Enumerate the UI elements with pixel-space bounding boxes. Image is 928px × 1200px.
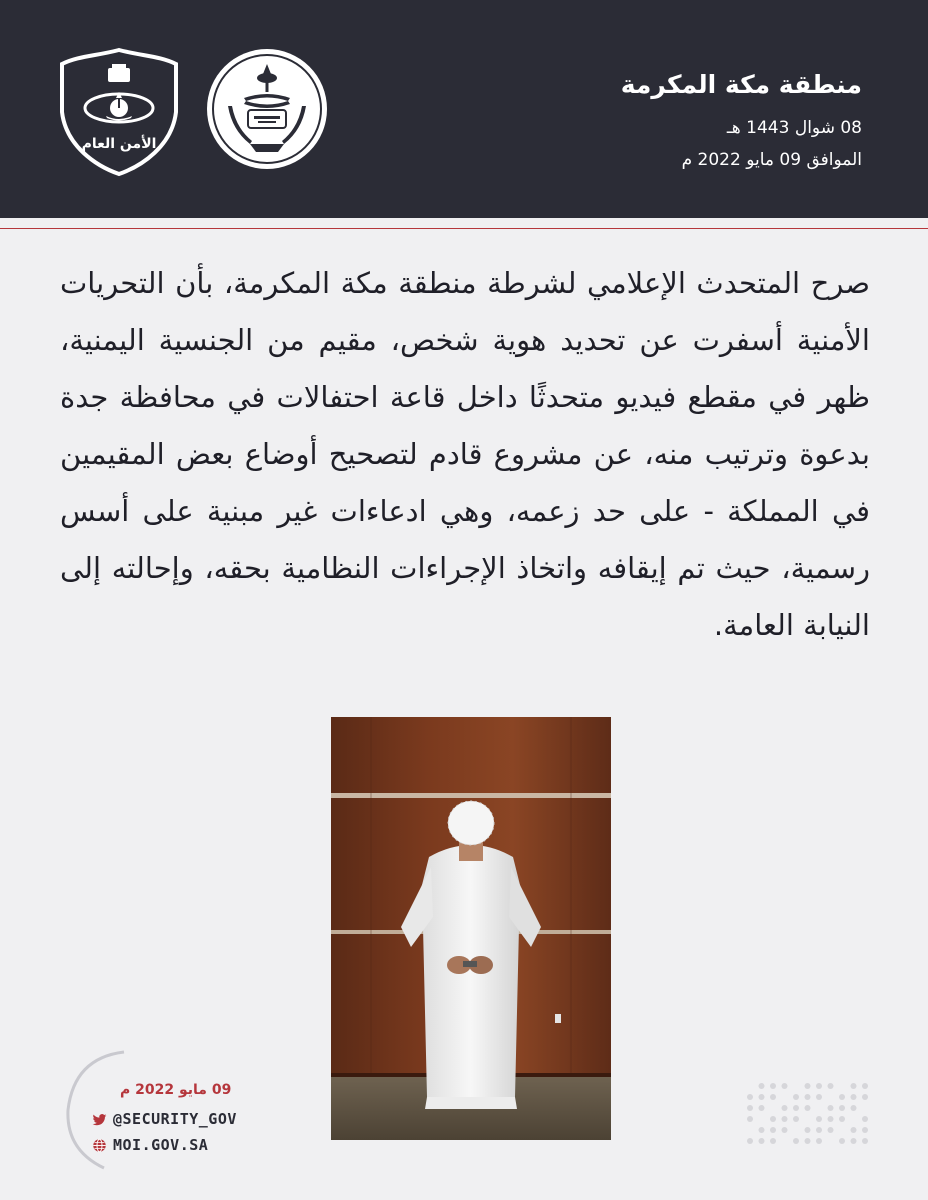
twitter-handle-row[interactable] [92,1109,237,1129]
globe-icon [92,1138,107,1153]
footer-date: 09 مايو 2022 م [120,1082,232,1098]
gregorian-date: الموافق 09 مايو 2022 م [681,150,862,170]
ministry-of-interior-emblem [204,46,330,172]
red-divider-line [0,228,928,229]
public-security-emblem-label: الأمن العام [81,136,157,152]
statement-paragraph: صرح المتحدث الإعلامي لشرطة منطقة مكة المكرمة، بأن التحريات الأمنية أسفرت عن تحديد هوية شخص، مقيم من الجنسية اليمنية، ظهر في مقطع فيديو متحدثًا داخل قاعة احتفالات في محافظة جدة بدعوة وترتيب منه، عن مشروع قادم لتصحيح أوضاع بعض المقيمين في المملكة - على حد زعمه، وهي ادعاءات غير مبنية على أسس رسمية، حيث تم إيقافه واتخاذ الإجراءات النظامية بحقه، وإحالته إلى النيابة العامة. [60,266,870,642]
website-row[interactable] [92,1135,208,1155]
header-banner [0,0,928,218]
public-security-shield-emblem [56,46,182,178]
twitter-handle: @SECURITY_GOV [113,1110,237,1128]
website-url: MOI.GOV.SA [113,1136,209,1154]
twitter-icon [92,1112,107,1127]
detainee-photo [331,717,611,1140]
hijri-date: 08 شوال 1443 هـ [726,118,862,138]
region-title: منطقة مكة المكرمة [620,70,862,99]
dot-pattern-watermark [744,1080,872,1148]
